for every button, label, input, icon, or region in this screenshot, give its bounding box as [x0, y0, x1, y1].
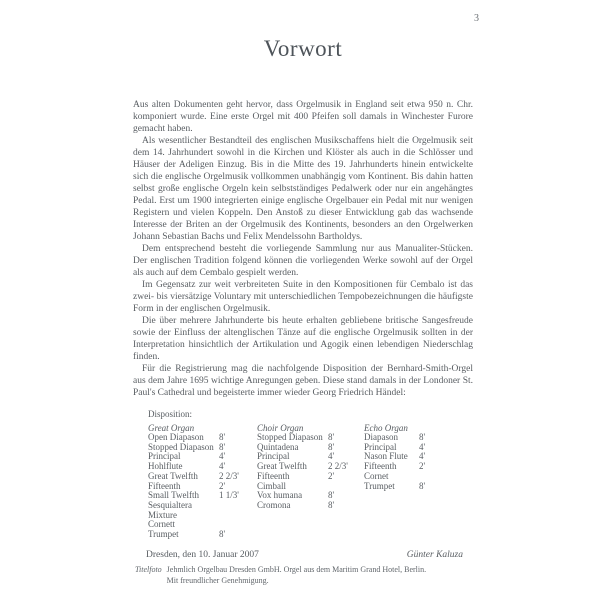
stop-name: Hohlflute — [148, 461, 183, 472]
signature-line — [133, 549, 473, 561]
page-content — [133, 0, 473, 561]
body-paragraph-5: Die über mehrere Jahrhunderte bis heute erhalten gebliebene britische Sangesfreude sowie der Einfluss der altenglischen Tänze auf die englische Orgelmusik sollten in der Interpretation hinsichtlich der Artikulation und Agogik einen lebendigen Niederschlag finden. — [133, 316, 473, 362]
stop-name: Great Twelfth — [256, 461, 307, 472]
stop-name: Fifteenth — [256, 470, 290, 481]
stop-name: Stopped Diapason — [256, 432, 323, 442]
stop-name: Small Twelfth — [148, 490, 199, 501]
signature-author: Günter Kaluza — [406, 549, 463, 560]
stop-row — [148, 530, 257, 540]
disposition-column-choir — [257, 423, 364, 540]
disposition-table — [148, 423, 473, 540]
stop-pitch: 8' — [327, 490, 335, 501]
stop-pitch: 8' — [327, 499, 335, 510]
stop-name: Trumpet — [148, 529, 179, 540]
footer-credit-text — [167, 565, 426, 586]
stop-pitch: 1 1/3' — [219, 490, 239, 501]
footer-credit — [135, 565, 426, 586]
stop-name: Fifteenth — [364, 461, 397, 472]
stop-row — [364, 482, 473, 492]
stop-name: Fifteenth — [148, 480, 181, 491]
stop-name: Sesquialtera — [148, 499, 192, 510]
body-paragraph-4: Im Gegensatz zur weit verbreiteten Suite in den Kompositionen für Cembalo ist das zwei- bis viersätzige Voluntary mit unterschiedlichen Tempobezeichnungen die häufigste Form in der englischen Orgelmusik. — [133, 280, 473, 314]
stop-pitch: 2' — [327, 470, 335, 481]
stop-name: Nason Flute — [364, 451, 408, 462]
stop-name: Principal — [256, 451, 290, 462]
disposition-column-header: Choir Organ — [256, 423, 304, 433]
stop-name: Cimball — [256, 480, 286, 491]
stop-row — [257, 501, 364, 511]
stop-name: Principal — [148, 451, 181, 462]
stop-name: Principal — [364, 441, 397, 452]
stop-name: Cornett — [148, 519, 175, 530]
stop-name: Diapason — [364, 432, 399, 442]
stop-pitch: 4' — [219, 461, 226, 472]
stop-name: Cornet — [364, 470, 389, 481]
disposition-column-header: Echo Organ — [364, 423, 408, 433]
body-paragraph-6: Für die Registrierung mag die nachfolgende Disposition der Bernhard-Smith-Orgel aus dem Jahre 1695 wichtige Anregungen geben. Diese stand damals in der Londoner St. Paul's Cathedral und begeisterte immer wieder Georg Friedrich Händel: — [133, 364, 473, 398]
stop-pitch: 2' — [219, 480, 226, 491]
stop-pitch: 4' — [327, 451, 335, 462]
stop-name: Great Twelfth — [148, 470, 198, 481]
stop-pitch: 8' — [219, 529, 226, 540]
body-paragraph-3: Dem entsprechend besteht die vorliegende Sammlung nur aus Manualiter-Stücken. Der englischen Tradition folgend können die vorliegenden Werke sowohl auf der Orgel als auch auf dem Cembalo gespielt werden. — [133, 244, 473, 278]
body-paragraph-1: Aus alten Dokumenten geht hervor, dass Orgelmusik in England seit etwa 950 n. Chr. komponiert wurde. Eine erste Orgel mit 400 Pfeifen soll damals in Winchester Furore gemacht haben. — [133, 100, 473, 134]
stop-name: Open Diapason — [148, 432, 204, 442]
stop-pitch: 8' — [419, 480, 426, 491]
disposition-column-great — [148, 423, 257, 540]
stop-name: Mixture — [148, 509, 177, 520]
stop-pitch: 2 2/3' — [219, 470, 239, 481]
footer-credit-label: Titelfoto — [135, 565, 162, 574]
stop-pitch: 4' — [419, 451, 426, 462]
footer-credit-line-2: Mit freundlicher Genehmigung. — [166, 575, 269, 585]
disposition-column-header: Great Organ — [148, 423, 195, 433]
stop-name: Stopped Diapason — [148, 441, 214, 452]
stop-name: Quintadena — [256, 441, 299, 452]
disposition-column-echo — [364, 423, 473, 540]
body-paragraph-2: Als wesentlicher Bestandteil des englischen Musikschaffens hielt die Orgelmusik seit dem 14. Jahrhundert sowohl in die Kirchen und Klöster als auch in die Schlösser und Häuser der Adeligen Einzug. Bis in die Mitte des 19. Jahrhunderts hinein entwickelte sich die englische Orgelmusik vollkommen unabhängig vom Kontinent. Bis dahin hatten selbst große englische Orgeln kein selbstständiges Pedalwerk oder nur ein angehängtes Pedal. Erst um 1900 integrierten einige englische Orgelbauer ein Pedal mit nur wenigen Registern und vielen Koppeln. Den Anstoß zu dieser Entwicklung gab das wachsende Interesse der Briten an der Orgelmusik des Kontinents, besonders an den Orgelwerken Johann Sebastian Bachs und Felix Mendelssohn Bartholdys. — [133, 136, 473, 242]
stop-pitch: 4' — [419, 441, 426, 452]
disposition-label: Disposition: — [148, 409, 193, 419]
stop-pitch: 4' — [219, 451, 226, 462]
body-text — [133, 99, 473, 399]
page-number: 3 — [474, 13, 479, 24]
stop-name: Cromona — [256, 499, 291, 510]
stop-pitch: 8' — [219, 441, 226, 452]
stop-pitch: 2 2/3' — [327, 461, 348, 472]
stop-pitch: 8' — [419, 432, 426, 442]
stop-pitch: 8' — [219, 432, 226, 442]
stop-name: Vox humana — [256, 490, 303, 501]
disposition-section — [148, 409, 473, 540]
stop-pitch: 8' — [327, 432, 335, 442]
footer-credit-line-1: Jehmlich Orgelbau Dresden GmbH. Orgel aus dem Maritim Grand Hotel, Berlin. — [166, 565, 427, 574]
stop-pitch: 8' — [327, 441, 335, 452]
signature-place-date: Dresden, den 10. Januar 2007 — [146, 549, 259, 560]
stop-pitch: 2' — [419, 461, 426, 472]
page-title: Vorwort — [263, 36, 343, 61]
stop-name: Trumpet — [364, 480, 395, 491]
